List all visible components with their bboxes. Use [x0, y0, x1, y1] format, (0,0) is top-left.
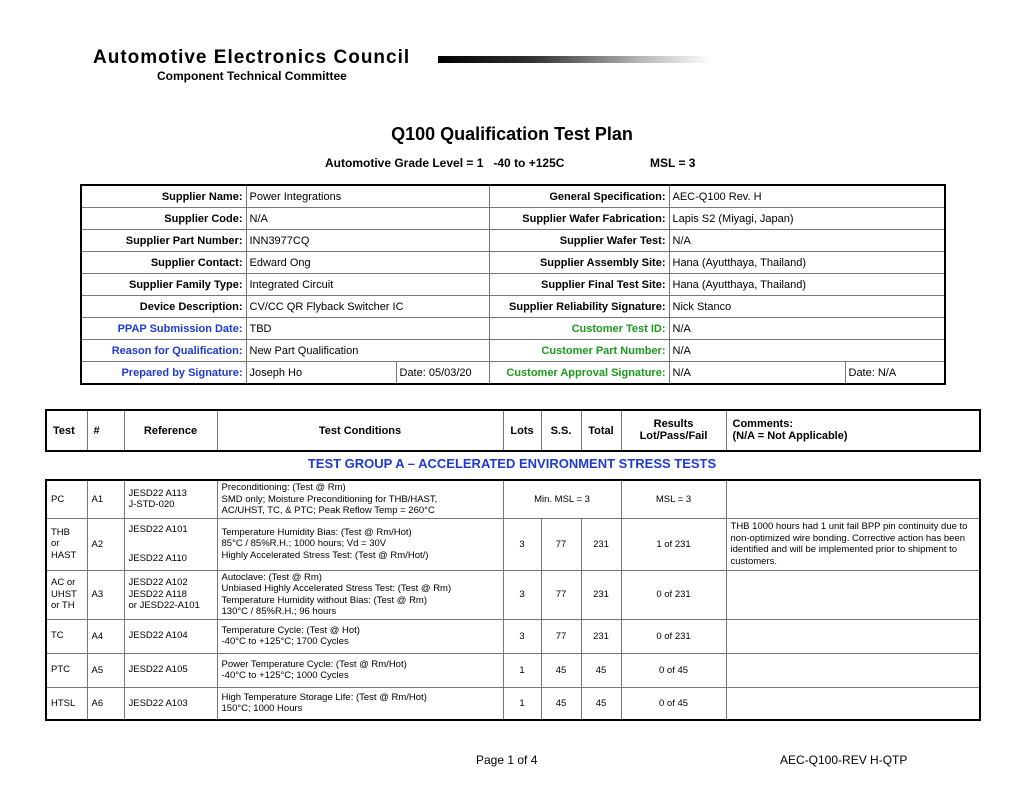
info-value: TBD	[246, 318, 489, 340]
test-total: 231	[581, 518, 621, 570]
test-total: 45	[581, 653, 621, 687]
group-title: TEST GROUP A – ACCELERATED ENVIRONMENT STRESS TESTS	[307, 456, 717, 471]
test-code: HTSL	[46, 687, 87, 720]
info-row	[81, 340, 945, 362]
table-row	[46, 619, 980, 653]
test-comments: THB 1000 hours had 1 unit fail BPP pin continuity due to non-optimized wire bonding. Corrective action has been identified and will be implemented prior to shipment to customers.	[726, 518, 980, 570]
info-label: Supplier Wafer Test:	[489, 230, 669, 252]
test-code: AC or UHST or TH	[46, 570, 87, 619]
supplier-info-table	[80, 184, 946, 385]
info-value: Power Integrations	[246, 185, 489, 208]
info-label: Customer Approval Signature:	[489, 362, 669, 385]
info-label: General Specification:	[489, 185, 669, 208]
test-ss: 45	[541, 653, 581, 687]
test-conditions: Preconditioning: (Test @ Rm) SMD only; Moisture Preconditioning for THB/HAST, AC/UHST, TC, & PTC; Peak Reflow Temp = 260°C	[217, 480, 503, 518]
info-value: Edward Ong	[246, 252, 489, 274]
test-num: A4	[87, 619, 124, 653]
info-row	[81, 274, 945, 296]
test-reference: JESD22 A105	[124, 653, 217, 687]
test-total: 231	[581, 570, 621, 619]
info-row	[81, 296, 945, 318]
info-label: Supplier Reliability Signature:	[489, 296, 669, 318]
col-lots: Lots	[503, 410, 541, 451]
test-total: 231	[581, 619, 621, 653]
info-row	[81, 185, 945, 208]
test-total: 45	[581, 687, 621, 720]
page-title: Q100 Qualification Test Plan	[391, 124, 633, 144]
info-value: Lapis S2 (Miyagi, Japan)	[669, 208, 945, 230]
test-group-table	[45, 479, 981, 721]
test-min-msl: Min. MSL = 3	[503, 480, 621, 518]
msl-level: MSL = 3	[650, 156, 696, 170]
test-comments	[726, 687, 980, 720]
test-ss: 77	[541, 518, 581, 570]
test-code: PC	[46, 480, 87, 518]
info-value: Nick Stanco	[669, 296, 945, 318]
table-row	[46, 653, 980, 687]
test-results: 0 of 231	[621, 619, 726, 653]
info-value: N/A	[669, 362, 845, 385]
org-name: Automotive Electronics Council	[93, 47, 411, 68]
info-value: N/A	[669, 318, 945, 340]
info-label: Supplier Family Type:	[81, 274, 246, 296]
info-label: Supplier Code:	[81, 208, 246, 230]
info-value: INN3977CQ	[246, 230, 489, 252]
info-label: Supplier Assembly Site:	[489, 252, 669, 274]
info-value: CV/CC QR Flyback Switcher IC	[246, 296, 489, 318]
info-row	[81, 318, 945, 340]
test-code: PTC	[46, 653, 87, 687]
col-num: #	[87, 410, 124, 451]
table-row	[46, 570, 980, 619]
col-reference: Reference	[124, 410, 217, 451]
test-num: A5	[87, 653, 124, 687]
info-value: N/A	[669, 230, 945, 252]
test-comments	[726, 480, 980, 518]
info-label: Supplier Name:	[81, 185, 246, 208]
org-gradient-bar	[438, 56, 713, 63]
info-value: N/A	[246, 208, 489, 230]
test-num: A2	[87, 518, 124, 570]
grade-level: Automotive Grade Level = 1 -40 to +125C	[325, 156, 565, 170]
info-value: N/A	[669, 340, 945, 362]
test-conditions: Autoclave: (Test @ Rm) Unbiased Highly Accelerated Stress Test: (Test @ Rm) Temperature Humidity without Bias: (Test @ Rm) 130°C / 85%R.H.; 96 hours	[217, 570, 503, 619]
info-row	[81, 208, 945, 230]
test-num: A1	[87, 480, 124, 518]
info-label: Device Description:	[81, 296, 246, 318]
test-table-header	[45, 409, 981, 452]
test-results: 0 of 45	[621, 653, 726, 687]
test-code: TC	[46, 619, 87, 653]
test-reference-line: JESD22 A110	[128, 553, 187, 564]
test-lots: 3	[503, 518, 541, 570]
test-lots: 3	[503, 570, 541, 619]
info-value: New Part Qualification	[246, 340, 489, 362]
test-reference: JESD22 A113 J-STD-020	[124, 480, 217, 518]
info-label: Customer Test ID:	[489, 318, 669, 340]
table-row	[46, 480, 980, 518]
info-row	[81, 362, 945, 385]
info-value: Hana (Ayutthaya, Thailand)	[669, 252, 945, 274]
info-row	[81, 252, 945, 274]
col-total: Total	[581, 410, 621, 451]
test-reference: JESD22 A103	[124, 687, 217, 720]
info-value: AEC-Q100 Rev. H	[669, 185, 945, 208]
test-lots: 3	[503, 619, 541, 653]
test-reference	[124, 518, 217, 570]
col-ss: S.S.	[541, 410, 581, 451]
test-conditions: Temperature Humidity Bias: (Test @ Rm/Hot) 85°C / 85%R.H.; 1000 hours; Vd = 30V Highly Accelerated Stress Test: (Test @ Rm/Hot/)	[217, 518, 503, 570]
table-row	[46, 687, 980, 720]
col-comments: Comments: (N/A = Not Applicable)	[726, 410, 980, 451]
test-comments	[726, 653, 980, 687]
info-label: Customer Part Number:	[489, 340, 669, 362]
test-ss: 45	[541, 687, 581, 720]
test-results: MSL = 3	[621, 480, 726, 518]
info-label: Prepared by Signature:	[81, 362, 246, 385]
col-results: Results Lot/Pass/Fail	[621, 410, 726, 451]
info-label: Supplier Wafer Fabrication:	[489, 208, 669, 230]
test-results: 1 of 231	[621, 518, 726, 570]
test-ss: 77	[541, 619, 581, 653]
info-label: Supplier Final Test Site:	[489, 274, 669, 296]
test-conditions: Power Temperature Cycle: (Test @ Rm/Hot) -40°C to +125°C; 1000 Cycles	[217, 653, 503, 687]
test-conditions: High Temperature Storage Life: (Test @ Rm/Hot) 150°C; 1000 Hours	[217, 687, 503, 720]
info-row	[81, 230, 945, 252]
info-label: PPAP Submission Date:	[81, 318, 246, 340]
test-reference-line: JESD22 A101	[128, 524, 188, 535]
test-reference: JESD22 A102 JESD22 A118 or JESD22-A101	[124, 570, 217, 619]
test-ss: 77	[541, 570, 581, 619]
document-id: AEC-Q100-REV H-QTP	[780, 753, 908, 767]
test-conditions: Temperature Cycle: (Test @ Hot) -40°C to +125°C; 1700 Cycles	[217, 619, 503, 653]
test-code: THB or HAST	[46, 518, 87, 570]
info-date: Date: 05/03/20	[396, 362, 489, 385]
info-value: Joseph Ho	[246, 362, 396, 385]
info-label: Supplier Part Number:	[81, 230, 246, 252]
col-test: Test	[46, 410, 87, 451]
table-row	[46, 518, 980, 570]
test-comments	[726, 570, 980, 619]
info-label: Reason for Qualification:	[81, 340, 246, 362]
test-lots: 1	[503, 653, 541, 687]
info-value: Hana (Ayutthaya, Thailand)	[669, 274, 945, 296]
test-results: 0 of 45	[621, 687, 726, 720]
page-number: Page 1 of 4	[476, 753, 538, 767]
col-conditions: Test Conditions	[217, 410, 503, 451]
info-value: Integrated Circuit	[246, 274, 489, 296]
test-num: A3	[87, 570, 124, 619]
test-results: 0 of 231	[621, 570, 726, 619]
test-reference: JESD22 A104	[124, 619, 217, 653]
test-comments	[726, 619, 980, 653]
info-label: Supplier Contact:	[81, 252, 246, 274]
committee-name: Component Technical Committee	[157, 69, 347, 83]
test-lots: 1	[503, 687, 541, 720]
test-num: A6	[87, 687, 124, 720]
info-date: Date: N/A	[845, 362, 945, 385]
